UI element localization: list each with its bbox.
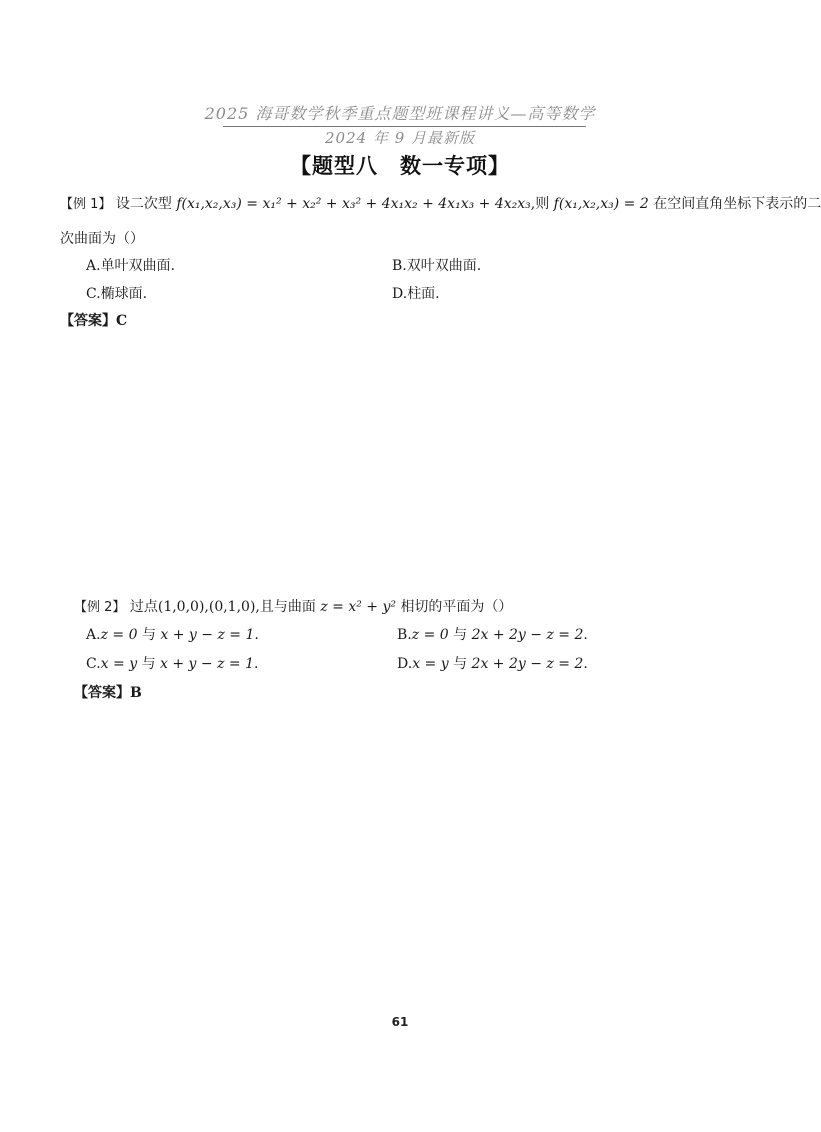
option-plane-2: 2x + 2y − z = 2 — [471, 656, 584, 672]
q2-stem-b: ,且与曲面 — [255, 599, 316, 615]
option-text: 柱面. — [407, 286, 440, 302]
q1-stem-continued: 次曲面为（） — [60, 231, 144, 247]
option-plane-1: x = y — [412, 656, 449, 672]
q2-surface: z = x² + y² — [320, 599, 396, 615]
answer-value: B — [130, 685, 142, 701]
option-text: 双叶双曲面. — [406, 258, 482, 274]
option-plane-2: 2x + 2y − z = 2 — [471, 627, 584, 643]
q1-stem — [60, 193, 821, 216]
option-end: . — [583, 627, 588, 643]
option-conj: 与 — [141, 627, 156, 643]
option-plane-2: x + y − z = 1 — [160, 627, 255, 643]
q1-option-d — [392, 284, 440, 304]
option-text: 单叶双曲面. — [100, 258, 176, 274]
q1-label: 【例 1】 — [60, 197, 112, 212]
option-plane-2: x + y − z = 1 — [160, 656, 254, 672]
option-plane-1: z = 0 — [411, 627, 449, 643]
option-letter: D. — [392, 286, 408, 302]
page-number: 61 — [391, 1015, 409, 1029]
q2-option-c — [86, 654, 258, 674]
q2-stem — [74, 596, 512, 619]
option-letter: A. — [86, 258, 101, 274]
q2-points: (1,0,0),(0,1,0) — [157, 599, 256, 615]
q2-option-b — [397, 625, 588, 645]
q2-option-d — [397, 654, 588, 674]
option-letter: B. — [397, 627, 412, 643]
q1-option-c — [86, 284, 147, 304]
q2-answer — [74, 683, 142, 703]
section-title: 【题型八 数一专项】 — [290, 154, 510, 178]
option-conj: 与 — [453, 656, 468, 672]
q1-answer — [60, 311, 127, 331]
option-conj: 与 — [453, 627, 468, 643]
q2-stem-c: 相切的平面为（） — [400, 599, 513, 615]
option-plane-1: x = y — [100, 656, 138, 672]
option-end: . — [583, 656, 588, 672]
q1-stem-b: ,则 — [530, 196, 550, 212]
q1-quadratic-form: f(x₁,x₂,x₃) = x₁² + x₂² + x₃² + 4x₁x₂ + 4x₁x₃ + 4x₂x₃ — [176, 196, 531, 212]
option-end: . — [254, 627, 259, 643]
header-edition: 2024 年 9 月最新版 — [324, 129, 476, 147]
option-text: 椭球面. — [100, 286, 148, 302]
option-end: . — [254, 656, 259, 672]
option-letter: B. — [392, 258, 407, 274]
q2-label: 【例 2】 — [74, 600, 126, 615]
answer-value: C — [116, 313, 128, 329]
q1-option-a — [86, 256, 175, 276]
q2-option-a — [86, 625, 259, 645]
option-letter: D. — [397, 656, 413, 672]
q1-stem-a: 设二次型 — [115, 196, 172, 212]
answer-label: 【答案】 — [74, 685, 130, 701]
option-plane-1: z = 0 — [100, 627, 138, 643]
header-title: 2025 海哥数学秋季重点题型班课程讲义—高等数学 — [204, 104, 596, 123]
option-letter: A. — [86, 627, 101, 643]
option-conj: 与 — [141, 656, 156, 672]
q2-stem-a: 过点 — [129, 599, 158, 615]
answer-label: 【答案】 — [60, 313, 116, 329]
q1-equation: f(x₁,x₂,x₃) = 2 — [553, 196, 649, 212]
option-letter: C. — [86, 286, 101, 302]
option-letter: C. — [86, 656, 101, 672]
q1-option-b — [392, 256, 481, 276]
header — [0, 103, 800, 125]
q1-stem-c: 在空间直角坐标下表示的二 — [653, 196, 821, 212]
